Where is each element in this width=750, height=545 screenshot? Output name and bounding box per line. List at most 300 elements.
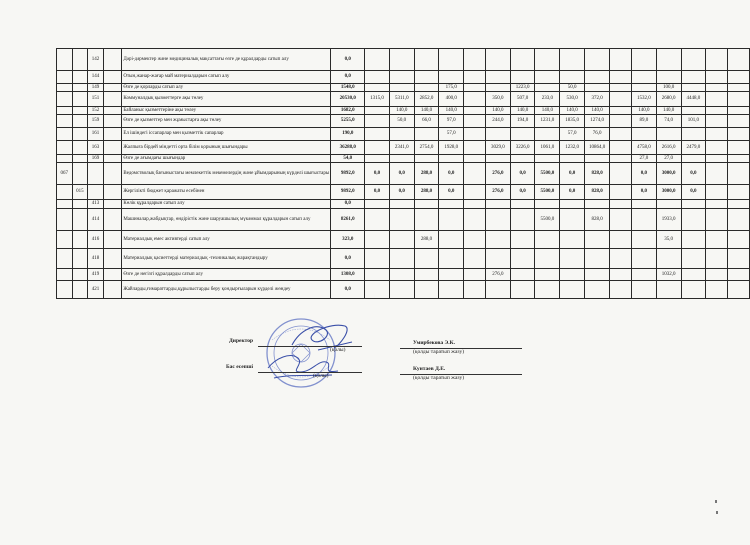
amount-cell	[610, 128, 632, 141]
total-cell: 0,0	[331, 49, 365, 71]
amount-cell	[365, 249, 390, 269]
table-row	[57, 281, 750, 299]
subprogram-code-cell	[72, 155, 88, 163]
amount-cell: 3000,0	[656, 185, 681, 200]
specifics-code-cell: 414	[88, 209, 104, 231]
amount-cell	[706, 249, 728, 269]
table-row	[57, 92, 750, 107]
amount-cell	[510, 269, 535, 281]
table-row	[57, 231, 750, 249]
program-code-cell	[57, 249, 73, 269]
amount-cell	[681, 84, 706, 92]
amount-cell	[485, 200, 510, 209]
total-cell: 8261,0	[331, 209, 365, 231]
amount-cell	[728, 92, 750, 107]
table-row	[57, 269, 750, 281]
amount-cell	[632, 200, 657, 209]
amount-cell	[510, 49, 535, 71]
amount-cell	[706, 92, 728, 107]
amount-cell	[464, 200, 486, 209]
subprogram-code-cell	[72, 92, 88, 107]
amount-cell	[389, 281, 414, 299]
amount-cell: 4448,0	[681, 92, 706, 107]
program-code-cell	[57, 185, 73, 200]
amount-cell: 828,0	[584, 209, 609, 231]
amount-cell	[560, 71, 585, 84]
amount-cell	[632, 281, 657, 299]
amount-cell	[610, 107, 632, 115]
program-code-cell	[57, 141, 73, 155]
amount-cell	[365, 269, 390, 281]
amount-cell	[389, 200, 414, 209]
expense-name-cell: Жайларды,ғимараттарды,құрылыстарды беру қондырғыларын күрделі жөндеу	[122, 281, 331, 299]
program-code-cell	[57, 107, 73, 115]
amount-cell	[656, 281, 681, 299]
amount-cell: 10864,0	[584, 141, 609, 155]
specifics-code-cell: 419	[88, 269, 104, 281]
subprogram-code-cell	[72, 115, 88, 128]
director-name-line	[400, 348, 522, 349]
amount-cell	[632, 71, 657, 84]
amount-cell: 350,0	[485, 92, 510, 107]
amount-cell	[535, 49, 560, 71]
amount-cell	[365, 209, 390, 231]
table-row	[57, 163, 750, 185]
empty-cell	[103, 84, 122, 92]
amount-cell	[464, 231, 486, 249]
amount-cell	[485, 71, 510, 84]
specifics-code-cell	[88, 185, 104, 200]
amount-cell	[706, 269, 728, 281]
amount-cell	[365, 107, 390, 115]
amount-cell	[610, 92, 632, 107]
subprogram-code-cell	[72, 163, 88, 185]
amount-cell	[365, 141, 390, 155]
amount-cell	[584, 71, 609, 84]
amount-cell	[464, 115, 486, 128]
subprogram-code-cell	[72, 269, 88, 281]
amount-cell	[535, 71, 560, 84]
amount-cell: 0,0	[560, 185, 585, 200]
amount-cell: 101,0	[681, 115, 706, 128]
amount-cell	[706, 185, 728, 200]
amount-cell	[510, 200, 535, 209]
amount-cell	[389, 269, 414, 281]
empty-cell	[103, 71, 122, 84]
amount-cell: 288,0	[414, 231, 439, 249]
amount-cell	[560, 231, 585, 249]
total-cell: 20530,0	[331, 92, 365, 107]
amount-cell	[681, 209, 706, 231]
program-code-cell	[57, 231, 73, 249]
amount-cell: 2341,0	[389, 141, 414, 155]
amount-cell	[464, 107, 486, 115]
amount-cell	[439, 231, 464, 249]
amount-cell: 1032,0	[656, 269, 681, 281]
amount-cell	[510, 209, 535, 231]
amount-cell: 50,0	[560, 84, 585, 92]
amount-cell: 0,0	[365, 163, 390, 185]
amount-cell	[656, 49, 681, 71]
table-row	[57, 128, 750, 141]
amount-cell: 140,0	[560, 107, 585, 115]
round-seal-stamp	[267, 319, 335, 387]
subprogram-code-cell	[72, 141, 88, 155]
amount-cell	[728, 107, 750, 115]
total-cell: 5255,0	[331, 115, 365, 128]
amount-cell	[610, 141, 632, 155]
amount-cell	[632, 209, 657, 231]
amount-cell: 2754,0	[414, 141, 439, 155]
amount-cell: 89,0	[632, 115, 657, 128]
amount-cell	[610, 185, 632, 200]
accountant-signature	[268, 356, 338, 378]
subprogram-code-cell	[72, 209, 88, 231]
amount-cell: 140,0	[485, 107, 510, 115]
subprogram-code-cell	[72, 249, 88, 269]
amount-cell	[584, 155, 609, 163]
amount-cell	[584, 49, 609, 71]
accountant-name-caption: (қолды таратып жазу)	[413, 375, 465, 381]
director-name-caption: (қолды таратып жазу)	[413, 349, 465, 355]
amount-cell	[414, 128, 439, 141]
specifics-code-cell: 149	[88, 84, 104, 92]
amount-cell	[728, 163, 750, 185]
amount-cell	[728, 269, 750, 281]
amount-cell	[706, 128, 728, 141]
amount-cell	[706, 200, 728, 209]
amount-cell	[365, 200, 390, 209]
specifics-code-cell: 161	[88, 128, 104, 141]
amount-cell	[728, 209, 750, 231]
amount-cell	[389, 155, 414, 163]
amount-cell	[656, 128, 681, 141]
amount-cell	[728, 141, 750, 155]
amount-cell	[706, 115, 728, 128]
amount-cell	[414, 209, 439, 231]
expense-name-cell: Байланыс қызметтеріне ақы төлеу	[122, 107, 331, 115]
amount-cell	[610, 84, 632, 92]
program-code-cell: 067	[57, 163, 73, 185]
amount-cell	[464, 269, 486, 281]
amount-cell	[535, 155, 560, 163]
amount-cell: 74,0	[656, 115, 681, 128]
amount-cell	[535, 269, 560, 281]
amount-cell: 5311,0	[389, 92, 414, 107]
amount-cell	[414, 200, 439, 209]
empty-cell	[103, 281, 122, 299]
amount-cell	[464, 71, 486, 84]
amount-cell: 1933,0	[656, 209, 681, 231]
amount-cell: 288,0	[414, 185, 439, 200]
amount-cell	[535, 249, 560, 269]
empty-cell	[103, 249, 122, 269]
amount-cell	[706, 84, 728, 92]
amount-cell	[365, 231, 390, 249]
accountant-name-line	[400, 374, 522, 375]
amount-cell	[681, 155, 706, 163]
amount-cell	[632, 231, 657, 249]
amount-cell	[560, 155, 585, 163]
amount-cell	[706, 49, 728, 71]
amount-cell	[584, 231, 609, 249]
amount-cell	[584, 249, 609, 269]
amount-cell: 0,0	[389, 163, 414, 185]
subprogram-code-cell	[72, 281, 88, 299]
amount-cell	[365, 49, 390, 71]
expense-name-cell: Жергілікті бюджет қаражаты есебінен	[122, 185, 331, 200]
specifics-code-cell: 418	[88, 249, 104, 269]
amount-cell	[706, 71, 728, 84]
specifics-code-cell: 163	[88, 141, 104, 155]
amount-cell: 100,0	[656, 84, 681, 92]
table-row	[57, 71, 750, 84]
specifics-code-cell: 142	[88, 49, 104, 71]
table-row	[57, 155, 750, 163]
amount-cell: 244,0	[485, 115, 510, 128]
amount-cell: 35,0	[656, 231, 681, 249]
amount-cell	[389, 249, 414, 269]
amount-cell	[706, 209, 728, 231]
specifics-code-cell: 152	[88, 107, 104, 115]
amount-cell: 1223,0	[510, 84, 535, 92]
amount-cell	[510, 249, 535, 269]
amount-cell: 140,0	[656, 107, 681, 115]
amount-cell	[610, 163, 632, 185]
total-cell: 0,0	[331, 281, 365, 299]
amount-cell: 0,0	[439, 185, 464, 200]
amount-cell: 1232,0	[560, 141, 585, 155]
amount-cell: 1928,0	[439, 141, 464, 155]
amount-cell	[610, 249, 632, 269]
amount-cell: 4758,0	[632, 141, 657, 155]
program-code-cell	[57, 269, 73, 281]
amount-cell: 194,0	[510, 115, 535, 128]
table-row	[57, 49, 750, 71]
amount-cell	[464, 49, 486, 71]
amount-cell	[728, 281, 750, 299]
amount-cell	[464, 163, 486, 185]
amount-cell	[681, 107, 706, 115]
amount-cell: 3029,0	[485, 141, 510, 155]
amount-cell: 27,0	[656, 155, 681, 163]
amount-cell	[485, 128, 510, 141]
specifics-code-cell: 416	[88, 231, 104, 249]
amount-cell: 0,0	[681, 185, 706, 200]
amount-cell	[510, 231, 535, 249]
amount-cell: 2680,0	[656, 92, 681, 107]
amount-cell: 3000,0	[656, 163, 681, 185]
amount-cell	[728, 49, 750, 71]
empty-cell	[103, 185, 122, 200]
amount-cell	[439, 249, 464, 269]
expense-name-cell: Материалдық қасиеттерді материалдық -техникалық жарақтандыру	[122, 249, 331, 269]
amount-cell	[656, 200, 681, 209]
subprogram-code-cell: 015	[72, 185, 88, 200]
amount-cell: 0,0	[632, 185, 657, 200]
amount-cell: 2479,0	[681, 141, 706, 155]
empty-cell	[103, 269, 122, 281]
program-code-cell	[57, 281, 73, 299]
expense-name-cell: Өзге де қызметтер мен жұмыстарға ақы төлеу	[122, 115, 331, 128]
program-code-cell	[57, 84, 73, 92]
amount-cell: 0,0	[510, 185, 535, 200]
empty-cell	[103, 200, 122, 209]
total-cell: 1308,0	[331, 269, 365, 281]
expense-name-cell: Өзге де негізгі құралдарды сатып алу	[122, 269, 331, 281]
amount-cell: 2852,0	[414, 92, 439, 107]
amount-cell	[681, 269, 706, 281]
amount-cell	[681, 71, 706, 84]
empty-cell	[103, 155, 122, 163]
accountant-sign-line	[258, 372, 362, 373]
amount-cell	[728, 200, 750, 209]
expense-name-cell: Отын,жанар-жағар май материалдарын сатып алу	[122, 71, 331, 84]
expense-name-cell: Материалдық емес активтерді сатып алу	[122, 231, 331, 249]
amount-cell	[681, 128, 706, 141]
amount-cell: 0,0	[365, 185, 390, 200]
total-cell: 190,0	[331, 128, 365, 141]
amount-cell	[485, 49, 510, 71]
amount-cell	[464, 281, 486, 299]
total-cell: 54,0	[331, 155, 365, 163]
amount-cell	[389, 128, 414, 141]
total-cell: 1548,0	[331, 84, 365, 92]
amount-cell	[728, 185, 750, 200]
amount-cell: 27,0	[632, 155, 657, 163]
specifics-code-cell: 151	[88, 92, 104, 107]
program-code-cell	[57, 115, 73, 128]
empty-cell	[103, 231, 122, 249]
amount-cell	[584, 84, 609, 92]
amount-cell: 276,0	[485, 163, 510, 185]
amount-cell	[728, 155, 750, 163]
amount-cell	[632, 269, 657, 281]
total-cell: 0,0	[331, 71, 365, 84]
subprogram-code-cell	[72, 107, 88, 115]
amount-cell	[560, 249, 585, 269]
amount-cell	[535, 200, 560, 209]
amount-cell: 372,0	[584, 92, 609, 107]
amount-cell	[510, 155, 535, 163]
total-cell: 0,0	[331, 249, 365, 269]
amount-cell	[414, 71, 439, 84]
amount-cell	[632, 128, 657, 141]
amount-cell	[681, 200, 706, 209]
program-code-cell	[57, 92, 73, 107]
amount-cell	[365, 128, 390, 141]
table-row	[57, 200, 750, 209]
amount-cell	[389, 49, 414, 71]
total-cell: 36288,0	[331, 141, 365, 155]
program-code-cell	[57, 155, 73, 163]
total-cell: 323,0	[331, 231, 365, 249]
scan-artifact	[715, 500, 717, 503]
amount-cell: 233,0	[535, 92, 560, 107]
amount-cell	[464, 128, 486, 141]
amount-cell: 175,0	[439, 84, 464, 92]
amount-cell	[681, 49, 706, 71]
expense-name-cell: Машиналар,жабдықтар, өндірістік және шаруашылық мүкәммал құралдарын сатып алу	[122, 209, 331, 231]
specifics-code-cell: 169	[88, 155, 104, 163]
subprogram-code-cell	[72, 128, 88, 141]
amount-cell	[439, 200, 464, 209]
amount-cell	[610, 231, 632, 249]
amount-cell	[464, 185, 486, 200]
amount-cell	[414, 281, 439, 299]
amount-cell	[389, 71, 414, 84]
amount-cell	[728, 231, 750, 249]
program-code-cell	[57, 200, 73, 209]
amount-cell	[414, 84, 439, 92]
amount-cell: 0,0	[439, 163, 464, 185]
total-cell: 0,0	[331, 200, 365, 209]
amount-cell	[485, 231, 510, 249]
amount-cell	[656, 249, 681, 269]
amount-cell: 530,0	[560, 92, 585, 107]
expense-name-cell: Жалпыға бірдей міндетті орта білім қорының шығындары	[122, 141, 331, 155]
amount-cell	[681, 249, 706, 269]
amount-cell	[439, 71, 464, 84]
amount-cell	[464, 84, 486, 92]
amount-cell: 288,0	[414, 163, 439, 185]
amount-cell: 57,0	[439, 128, 464, 141]
amount-cell	[728, 115, 750, 128]
expense-name-cell: Коммуналдық қызметтерге ақы төлеу	[122, 92, 331, 107]
amount-cell	[464, 141, 486, 155]
expense-name-cell: Дәрі-дәрмектер және медициналық мақсаттағы өзге де құралдарды сатып алу	[122, 49, 331, 71]
amount-cell	[439, 281, 464, 299]
director-sign-caption: (қолы)	[330, 347, 346, 353]
amount-cell	[728, 249, 750, 269]
amount-cell	[389, 84, 414, 92]
table-row	[57, 115, 750, 128]
amount-cell: 3226,0	[510, 141, 535, 155]
amount-cell	[365, 115, 390, 128]
amount-cell	[510, 128, 535, 141]
program-code-cell	[57, 71, 73, 84]
amount-cell: 400,0	[439, 92, 464, 107]
expense-name-cell: Өзге де қорларды сатып алу	[122, 84, 331, 92]
amount-cell: 828,0	[584, 163, 609, 185]
amount-cell: 0,0	[560, 163, 585, 185]
amount-cell: 0,0	[510, 163, 535, 185]
specifics-code-cell	[88, 163, 104, 185]
amount-cell: 1315,0	[365, 92, 390, 107]
director-signature	[292, 325, 352, 350]
amount-cell	[706, 163, 728, 185]
amount-cell	[365, 155, 390, 163]
amount-cell	[485, 155, 510, 163]
subprogram-code-cell	[72, 200, 88, 209]
amount-cell	[485, 249, 510, 269]
amount-cell: 140,0	[510, 107, 535, 115]
empty-cell	[103, 92, 122, 107]
specifics-code-cell: 144	[88, 71, 104, 84]
amount-cell	[656, 71, 681, 84]
amount-cell: 57,0	[560, 128, 585, 141]
amount-cell: 140,0	[535, 107, 560, 115]
table-row	[57, 107, 750, 115]
amount-cell: 1835,0	[560, 115, 585, 128]
amount-cell	[414, 269, 439, 281]
amount-cell	[610, 209, 632, 231]
amount-cell	[632, 49, 657, 71]
amount-cell: 140,0	[414, 107, 439, 115]
empty-cell	[103, 107, 122, 115]
expense-name-cell: Өзге де ағымдағы шығындар	[122, 155, 331, 163]
subprogram-code-cell	[72, 49, 88, 71]
